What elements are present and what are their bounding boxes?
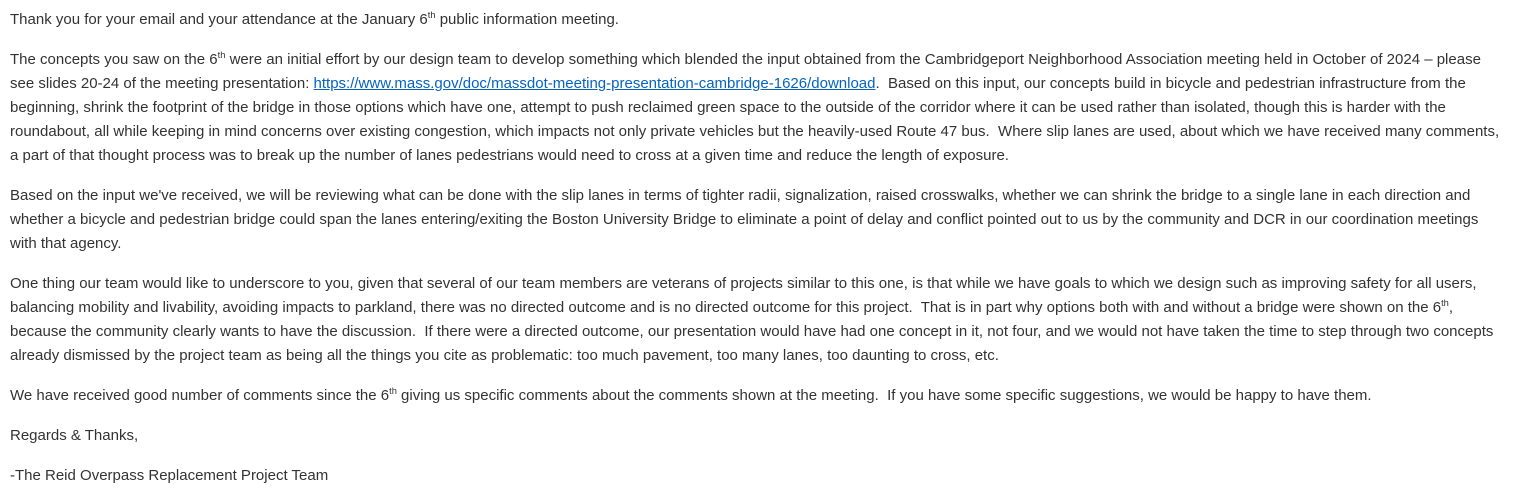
review-paragraph (10, 184, 1504, 256)
no-directed-outcome-paragraph (10, 272, 1504, 368)
text-run: , because the community clearly wants to have the discussion. If there were a directed outcome, our presentation would have had one concept in it, not four, and we would not have taken the time to step through two concepts already dismissed by the project team as being all the things you cite as problematic: too much pavement, too many lanes, too daunting to cross, etc. (10, 299, 1498, 364)
text-run: One thing our team would like to underscore to you, given that several of our team members are veterans of projects similar to this one, is that while we have goals to which we design such as improving safety for all users, balancing mobility and livability, avoiding impacts to parkland, there was no directed outcome and is no directed outcome for this project. That is in part why options both with and without a bridge were shown on the 6 (10, 275, 1481, 316)
text-run: We have received good number of comments since the 6 (10, 387, 390, 404)
signature-paragraph (10, 464, 1504, 488)
text-run: Regards & Thanks, (10, 427, 139, 444)
closing-paragraph (10, 424, 1504, 448)
concepts-paragraph (10, 48, 1504, 168)
text-run: . Based on this input, our concepts build in bicycle and pedestrian infrastructure from the beginning, shrink the footprint of the bridge in those options which have one, attempt to push reclaimed green space to the outside of the corridor where it can be used rather than isolated, though this is harder with the roundabout, all while keeping in mind concerns over existing congestion, which impacts not only private vehicles but the heavily-used Route 47 bus. Where slip lanes are used, about which we have received many comments, a part of that thought process was to break up the number of lanes pedestrians would need to cross at a given time and reduce the length of exposure. (10, 75, 1504, 164)
text-run: public information meeting. (435, 11, 619, 28)
comments-paragraph (10, 384, 1504, 408)
ordinal-superscript: th (1441, 298, 1449, 308)
meeting-presentation-link[interactable]: https://www.mass.gov/doc/massdot-meeting-presentation-cambridge-1626/download (313, 75, 876, 92)
ordinal-superscript: th (389, 386, 397, 396)
text-run: The concepts you saw on the 6 (10, 51, 218, 68)
greeting-paragraph (10, 8, 1504, 32)
ordinal-superscript: th (427, 10, 436, 20)
text-run: -The Reid Overpass Replacement Project Team (10, 467, 329, 484)
text-run: were an initial effort by our design team to develop something which blended the input obtained from the Cambridgeport Neighborhood Association meeting held in October of 2024 – please see slides 20-24 of the meeting presentation: (10, 51, 1486, 92)
ordinal-superscript: th (217, 50, 226, 60)
text-run: giving us specific comments about the comments shown at the meeting. If you have some specific suggestions, we would be happy to have them. (396, 387, 1372, 404)
text-run: Thank you for your email and your attendance at the January 6 (10, 11, 428, 28)
text-run: Based on the input we've received, we will be reviewing what can be done with the slip lanes in terms of tighter radii, signalization, raised crosswalks, whether we can shrink the bridge to a single lane in each direction and whether a bicycle and pedestrian bridge could span the lanes entering/exiting the Boston University Bridge to eliminate a point of delay and conflict pointed out to us by the community and DCR in our coordination meetings with that agency. (10, 187, 1483, 252)
